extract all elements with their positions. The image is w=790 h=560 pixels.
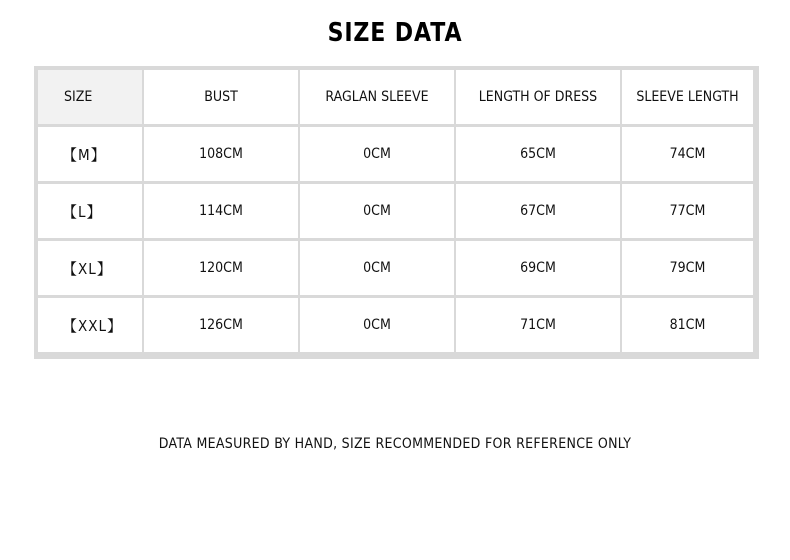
- header-raglan-sleeve: RAGLAN SLEEVE: [300, 70, 454, 124]
- cell-size: 【L】: [38, 184, 142, 238]
- cell-length-of-dress: 65CM: [456, 127, 620, 181]
- cell-size: 【XXL】: [38, 298, 142, 352]
- header-length-of-dress: LENGTH OF DRESS: [456, 70, 620, 124]
- header-size: SIZE: [38, 70, 142, 124]
- page-title: SIZE DATA: [327, 18, 463, 48]
- size-table: [34, 66, 759, 359]
- cell-sleeve-length: 81CM: [622, 298, 753, 352]
- cell-size: 【M】: [38, 127, 142, 181]
- header-sleeve-length: SLEEVE LENGTH: [622, 70, 753, 124]
- cell-sleeve-length: 74CM: [622, 127, 753, 181]
- cell-raglan-sleeve: 0CM: [300, 298, 454, 352]
- cell-length-of-dress: 67CM: [456, 184, 620, 238]
- cell-raglan-sleeve: 0CM: [300, 241, 454, 295]
- cell-bust: 114CM: [144, 184, 298, 238]
- cell-sleeve-length: 77CM: [622, 184, 753, 238]
- header-bust: BUST: [144, 70, 298, 124]
- cell-length-of-dress: 69CM: [456, 241, 620, 295]
- measurement-note: DATA MEASURED BY HAND, SIZE RECOMMENDED FOR REFERENCE ONLY: [158, 436, 632, 452]
- cell-sleeve-length: 79CM: [622, 241, 753, 295]
- cell-raglan-sleeve: 0CM: [300, 184, 454, 238]
- cell-bust: 126CM: [144, 298, 298, 352]
- cell-size: 【XL】: [38, 241, 142, 295]
- cell-length-of-dress: 71CM: [456, 298, 620, 352]
- cell-bust: 108CM: [144, 127, 298, 181]
- cell-bust: 120CM: [144, 241, 298, 295]
- cell-raglan-sleeve: 0CM: [300, 127, 454, 181]
